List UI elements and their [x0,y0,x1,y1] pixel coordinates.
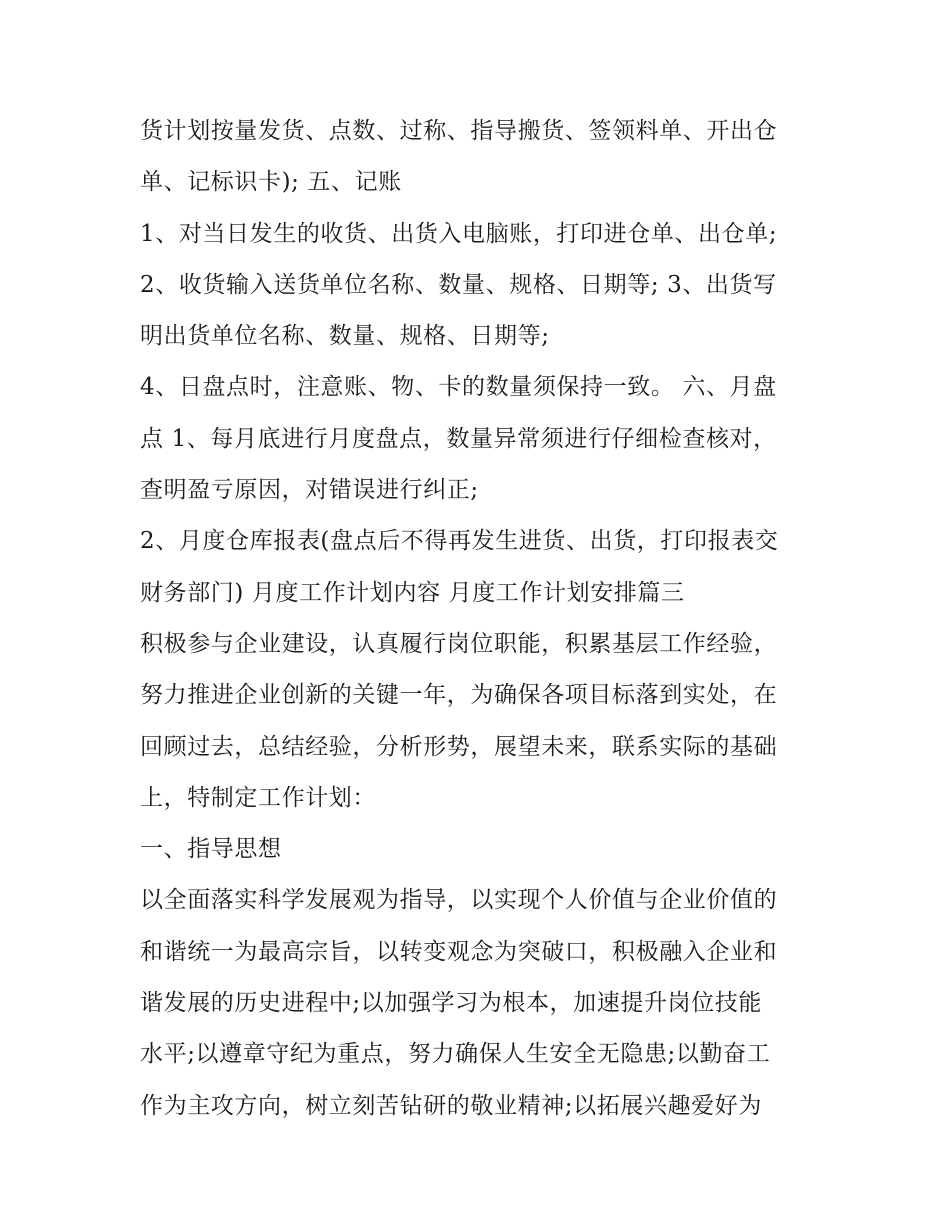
text-line: 2、月度仓库报表(盘点后不得再发生进货、出货，打印报表交 [140,528,779,555]
text-line: 水平;以遵章守纪为重点，努力确保人生安全无隐患;以勤奋工 [140,1041,771,1068]
text-line: 点 1、每月底进行月度盘点，数量异常须进行仔细检查核对， [140,425,777,452]
section-heading: 一、指导思想 [140,836,282,863]
document-body [140,106,820,1132]
text-line: 谐发展的历史进程中;以加强学习为根本，加速提升岗位技能 [140,990,762,1017]
text-line: 上，特制定工作计划： [140,784,376,811]
text-line: 作为主攻方向，树立刻苦钻研的敬业精神;以拓展兴趣爱好为 [140,1092,762,1119]
text-line: 和谐统一为最高宗旨，以转变观念为突破口，积极融入企业和 [140,938,778,965]
text-line: 财务部门) 月度工作计划内容 月度工作计划安排篇三 [140,579,685,606]
text-line: 2、收货输入送货单位名称、数量、规格、日期等; 3、出货写 [140,271,777,298]
text-line: 货计划按量发货、点数、过称、指导搬货、签领料单、开出仓 [140,118,778,144]
text-line: 单、记标识卡); 五、记账 [140,169,402,196]
text-line: 回顾过去，总结经验，分析形势，展望未来，联系实际的基础 [140,733,778,760]
text-line: 努力推进企业创新的关键一年，为确保各项目标落到实处，在 [140,682,778,709]
text-line: 积极参与企业建设，认真履行岗位职能，积累基层工作经验， [140,630,778,657]
text-line: 明出货单位名称、数量、规格、日期等; [140,323,550,350]
text-line: 查明盈亏原因，对错误进行纠正; [140,477,479,504]
text-line: 1、对当日发生的收货、出货入电脑账，打印进仓单、出仓单; [140,220,778,247]
text-line: 以全面落实科学发展观为指导，以实现个人价值与企业价值的 [140,887,778,914]
text-line: 4、日盘点时，注意账、物、卡的数量须保持一致。 六、月盘 [140,374,777,401]
